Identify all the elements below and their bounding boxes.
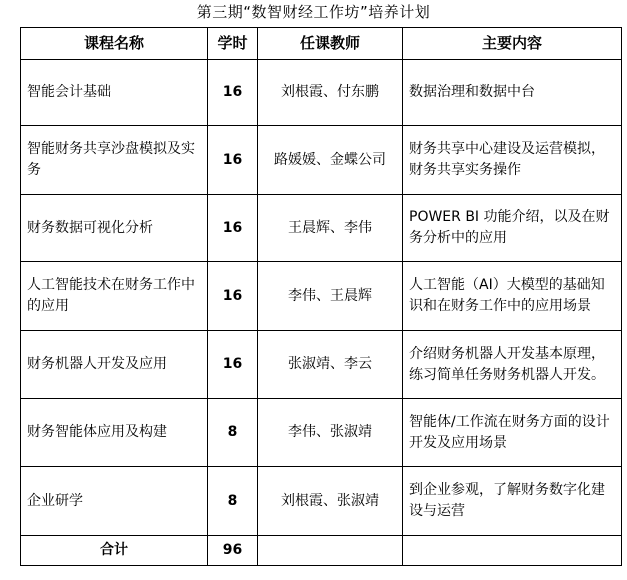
- total-label-cell: 合计: [21, 536, 208, 566]
- header-teacher: 任课教师: [258, 28, 403, 60]
- table-row: [21, 399, 622, 467]
- hours-cell: 16: [208, 195, 258, 262]
- table-row: [21, 60, 622, 126]
- teacher-cell: 刘根霞、付东鹏: [258, 60, 403, 126]
- total-teacher-cell: [258, 536, 403, 566]
- content-cell: 数据治理和数据中台: [403, 60, 622, 126]
- training-plan-table: [20, 27, 622, 566]
- table-row: [21, 331, 622, 399]
- total-content-cell: [403, 536, 622, 566]
- teacher-cell: 李伟、王晨辉: [258, 262, 403, 331]
- table-header-row: [21, 28, 622, 60]
- hours-cell: 16: [208, 262, 258, 331]
- content-cell: 到企业参观，了解财务数字化建设与运营: [403, 467, 622, 536]
- hours-cell: 16: [208, 126, 258, 195]
- header-content: 主要内容: [403, 28, 622, 60]
- table-row: [21, 467, 622, 536]
- total-row: [21, 536, 622, 566]
- content-cell: 财务共享中心建设及运营模拟，财务共享实务操作: [403, 126, 622, 195]
- course-name-cell: 财务机器人开发及应用: [21, 331, 208, 399]
- content-cell: 人工智能（AI）大模型的基础知识和在财务工作中的应用场景: [403, 262, 622, 331]
- hours-cell: 16: [208, 331, 258, 399]
- content-cell: POWER BI 功能介绍，以及在财务分析中的应用: [403, 195, 622, 262]
- teacher-cell: 李伟、张淑靖: [258, 399, 403, 467]
- course-name-cell: 财务智能体应用及构建: [21, 399, 208, 467]
- course-name-cell: 智能财务共享沙盘模拟及实务: [21, 126, 208, 195]
- teacher-cell: 刘根霞、张淑靖: [258, 467, 403, 536]
- document-title: 第三期“数智财经工作坊”培养计划: [196, 3, 431, 21]
- table-row: [21, 262, 622, 331]
- course-name-cell: 智能会计基础: [21, 60, 208, 126]
- teacher-cell: 路媛媛、金蝶公司: [258, 126, 403, 195]
- header-hours: 学时: [208, 28, 258, 60]
- hours-cell: 16: [208, 60, 258, 126]
- course-name-cell: 财务数据可视化分析: [21, 195, 208, 262]
- teacher-cell: 王晨辉、李伟: [258, 195, 403, 262]
- course-name-cell: 企业研学: [21, 467, 208, 536]
- header-course: 课程名称: [21, 28, 208, 60]
- teacher-cell: 张淑靖、李云: [258, 331, 403, 399]
- table-row: [21, 126, 622, 195]
- course-name-cell: 人工智能技术在财务工作中的应用: [21, 262, 208, 331]
- content-cell: 介绍财务机器人开发基本原理，练习简单任务财务机器人开发。: [403, 331, 622, 399]
- table-row: [21, 195, 622, 262]
- content-cell: 智能体/工作流在财务方面的设计开发及应用场景: [403, 399, 622, 467]
- total-hours-cell: 96: [208, 536, 258, 566]
- hours-cell: 8: [208, 399, 258, 467]
- hours-cell: 8: [208, 467, 258, 536]
